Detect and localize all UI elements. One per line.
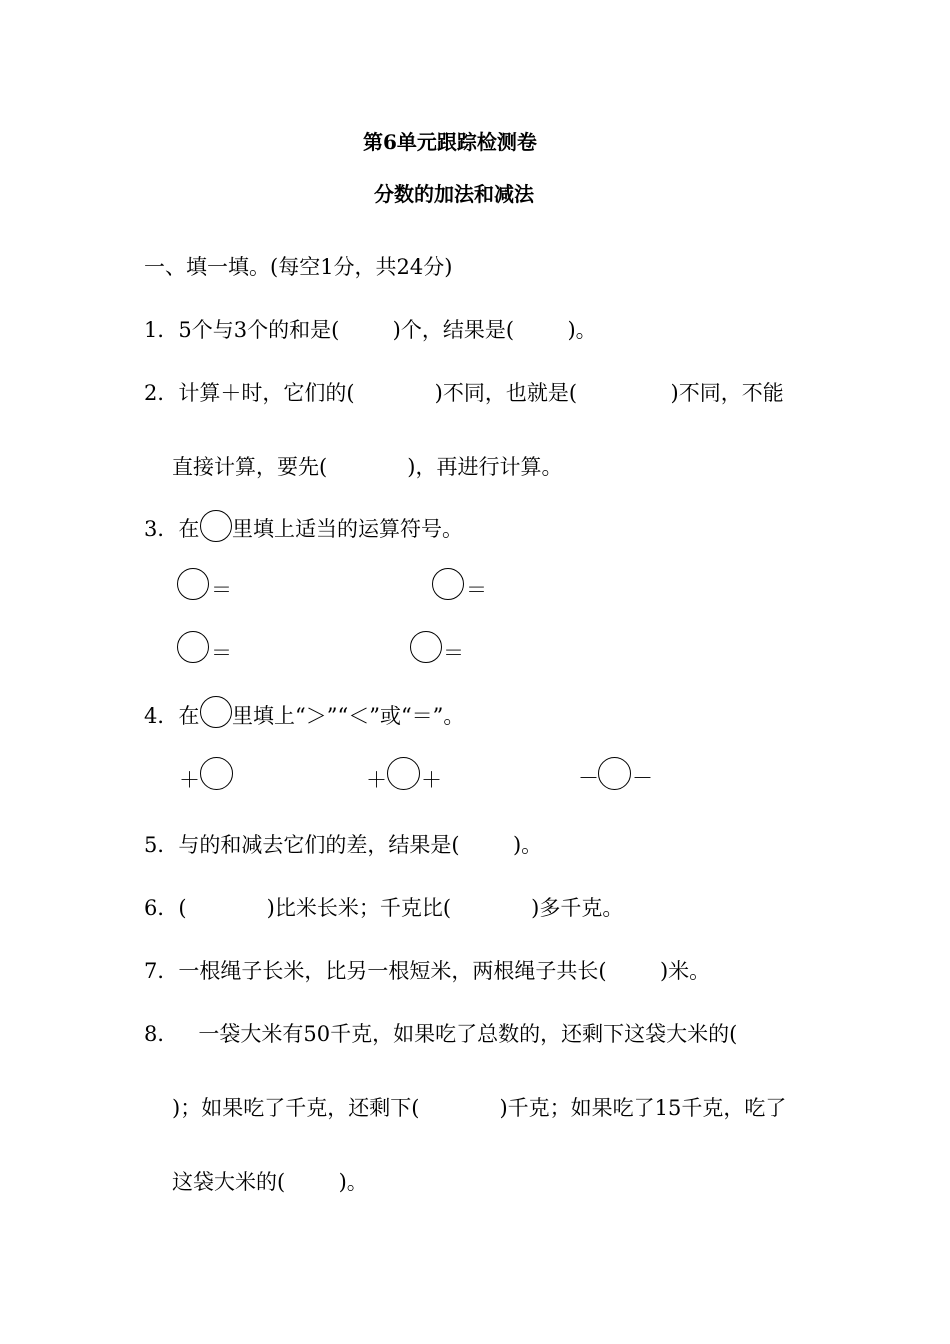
question-8-line-3: 这袋大米的( )。 (172, 1170, 368, 1194)
answer-circle[interactable] (177, 631, 209, 663)
equals-sign: ＝ (443, 641, 464, 665)
answer-circle[interactable] (177, 568, 209, 600)
question-5: 5．与的和减去它们的差，结果是( )。 (144, 833, 543, 857)
question-3-instruction: 里填上适当的运算符号。 (232, 517, 463, 541)
minus-sign: － (632, 766, 653, 790)
plus-sign: ＋ (179, 768, 200, 792)
question-1: 1．5个与3个的和是( )个，结果是( )。 (144, 318, 597, 342)
question-4-prefix: 4．在 (144, 704, 200, 728)
answer-circle[interactable] (432, 568, 464, 600)
minus-sign: － (578, 766, 599, 790)
answer-circle[interactable] (387, 757, 420, 790)
question-3-prefix: 3．在 (144, 517, 200, 541)
question-6: 6．( )比米长米；千克比( )多千克。 (144, 896, 624, 920)
answer-circle[interactable] (200, 510, 232, 542)
question-8-line-1: 8． 一袋大米有50千克，如果吃了总数的，还剩下这袋大米的( (144, 1022, 738, 1046)
section-heading: 一、填一填。(每空1分，共24分) (144, 255, 453, 279)
answer-circle[interactable] (200, 757, 233, 790)
page-title: 第6单元跟踪检测卷 (363, 130, 537, 154)
question-2-line-1: 2．计算＋时，它们的( )不同，也就是( )不同，不能 (144, 381, 784, 405)
equals-sign: ＝ (211, 578, 232, 602)
question-4-instruction: 里填上“＞”“＜”或“＝”。 (232, 704, 465, 728)
equals-sign: ＝ (211, 641, 232, 665)
plus-sign: ＋ (366, 768, 387, 792)
equals-sign: ＝ (466, 578, 487, 602)
question-8-line-2: )；如果吃了千克，还剩下( )千克；如果吃了15千克，吃了 (172, 1096, 787, 1120)
answer-circle[interactable] (598, 757, 631, 790)
answer-circle[interactable] (200, 696, 232, 728)
question-2-line-2: 直接计算，要先( )，再进行计算。 (172, 455, 563, 479)
page-subtitle: 分数的加法和减法 (374, 182, 534, 206)
plus-sign: ＋ (421, 768, 442, 792)
question-7: 7．一根绳子长米，比另一根短米，两根绳子共长( )米。 (144, 959, 711, 983)
answer-circle[interactable] (410, 631, 442, 663)
